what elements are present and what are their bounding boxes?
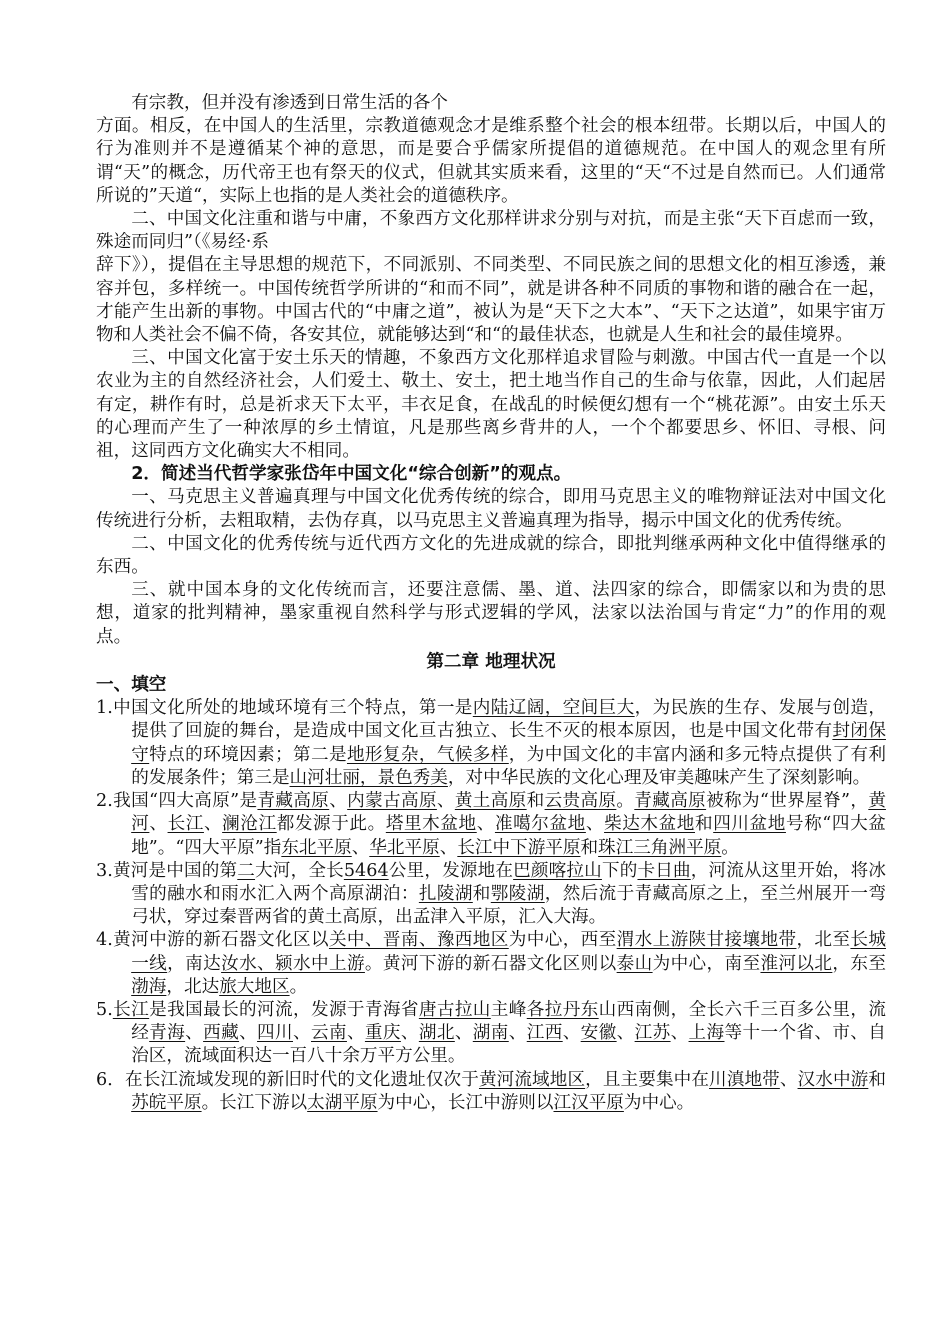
question-text: 、 (670, 1023, 689, 1044)
question-text: 、 (149, 814, 168, 835)
question-text: 等十一个省、市、自治区，流域面积达一百八十余万平方公里。 (131, 1023, 886, 1067)
answer-text: 内陆辽阔，空间巨大 (472, 698, 635, 719)
question-text: 、 (779, 1069, 798, 1090)
question-text: 、 (351, 837, 370, 858)
answer-text: 青藏高原 (634, 791, 707, 812)
answer-text: 江汉平原 (553, 1092, 624, 1113)
question-text: 、 (436, 791, 455, 812)
question-text: ，东至 (832, 953, 886, 974)
question-text: ，北至 (796, 930, 851, 951)
question-text: 、 (203, 814, 223, 835)
question-text: ，对中华民族的文化心理及审美趣味产生了深刻影响。 (447, 767, 871, 788)
answer-text: 黄河流域地区 (478, 1069, 586, 1090)
answer-text: 塔里木盆地 (385, 814, 477, 835)
answer-text: 关中、晋南、豫西地区 (328, 930, 509, 951)
answer-text: 封闭保守 (131, 721, 886, 765)
question-text: 、 (293, 1023, 311, 1044)
question-text: ，为中国文化的丰富内涵和多元特点提供了有利的发展条件；第三是 (131, 744, 886, 788)
question-text: 为中心，长江中游则以 (377, 1092, 554, 1113)
question-text: 、 (616, 1023, 635, 1044)
question-text: 下的 (601, 860, 638, 881)
question-text: ，北达 (166, 976, 220, 997)
answer-text: 西藏 (203, 1023, 240, 1044)
question-text: 和 (472, 883, 491, 904)
answer-text: 5464 (343, 860, 389, 881)
fill-in-item (96, 999, 886, 1069)
answer-text: 渤海 (131, 976, 167, 997)
fill-in-item (96, 860, 886, 930)
question-text: 为中心，西至 (508, 930, 617, 951)
question-text: 、 (185, 1023, 204, 1044)
answer-text: 地形复杂，气候多样 (346, 744, 509, 765)
paragraph-1: 有宗教，但并没有渗透到日常生活的各个 (131, 93, 448, 113)
answer-text: 青藏高原 (257, 791, 330, 812)
fill-in-item (96, 790, 886, 860)
question-text: 和 (695, 814, 714, 835)
answer-text: 华北平原 (369, 837, 440, 858)
answer-text: 珠江三角洲平原 (598, 837, 722, 858)
answer-text: 上海 (688, 1023, 725, 1044)
question-text: ，为民族的生存、发展与创造，提供了回旋的舞台，是造成中国文化亘古独立、长生不灭的根本原因，也是中国文化带有 (131, 698, 886, 742)
question-2-answer-3: 三、就中国本身的文化传统而言，还要注意儒、墨、道、法四家的综合，即儒家以和为贵的思想，道家的批判精神，墨家重视自然科学与形式逻辑的学风，法家以法治国与肯定“力”的作用的观点。 (96, 580, 886, 647)
answer-text: 湖北 (418, 1023, 455, 1044)
fill-in-item (96, 1069, 886, 1115)
question-text: 4.黄河中游的新石器文化区以 (96, 930, 329, 951)
answer-text: 江苏 (634, 1023, 671, 1044)
question-text: 公里，发源地在 (388, 860, 514, 881)
answer-text: 四川盆地 (713, 814, 786, 835)
answer-text: 苏皖平原 (131, 1092, 202, 1113)
fill-in-list (96, 697, 886, 1115)
answer-text: 鄂陵湖 (490, 883, 545, 904)
answer-text: 扎陵湖 (418, 883, 473, 904)
answer-text: 卡日曲 (637, 860, 691, 881)
chapter-title: 第二章 地理状况 (426, 651, 556, 672)
question-text: 、 (346, 1023, 365, 1044)
question-text: 、 (454, 1023, 473, 1044)
question-text: 和 (868, 1069, 886, 1090)
question-text: 6．在长江流域发现的新旧时代的文化遗址仅次于 (96, 1069, 479, 1090)
answer-text: 四川 (257, 1023, 293, 1044)
answer-text: 长城一线 (131, 930, 886, 974)
answer-text: 泰山 (616, 953, 653, 974)
answer-text: 长江 (167, 814, 204, 835)
question-text: ，且主要集中在 (585, 1069, 710, 1090)
question-text: 、 (239, 1023, 258, 1044)
answer-text: 内蒙古高原 (347, 791, 437, 812)
question-text: 、 (329, 791, 348, 812)
answer-text: 云贵高原 (544, 791, 617, 812)
answer-text: 渭水上游陕甘接壤地带 (616, 930, 797, 951)
question-text: 和 (580, 837, 599, 858)
question-2-answer-2: 二、中国文化的优秀传统与近代西方文化的先进成就的综合，即批判继承两种文化中值得继承的东西。 (96, 533, 886, 578)
answer-text: 江西 (526, 1023, 563, 1044)
answer-text: 黄河 (131, 791, 886, 835)
question-text: 、 (439, 837, 458, 858)
question-text: 1.中国文化所处的地域环境有三个特点，第一是 (96, 698, 473, 719)
answer-text: 黄土高原 (454, 791, 527, 812)
question-text: 。长江下游以 (201, 1092, 308, 1113)
answer-text: 柴达木盆地 (604, 814, 695, 835)
answer-text: 云南 (310, 1023, 347, 1044)
question-text: 主峰 (490, 999, 527, 1020)
question-2-title: 2．简述当代哲学家张岱年中国文化“综合创新”的观点。 (131, 464, 572, 485)
question-text: 特点的环境因素；第二是 (149, 744, 347, 765)
answer-text: 汉水中游 (797, 1069, 869, 1090)
answer-text: 川滇地带 (709, 1069, 780, 1090)
answer-text: 各拉丹东 (526, 999, 599, 1020)
question-text: 、 (585, 814, 605, 835)
answer-text: 安徽 (580, 1023, 617, 1044)
question-text: ，南达 (167, 953, 222, 974)
question-text: 。 (616, 791, 635, 812)
answer-text: 长江中下游平原 (457, 837, 581, 858)
answer-text: 湖南 (472, 1023, 509, 1044)
answer-text: 东北平原 (281, 837, 352, 858)
question-text: 山西南侧，全长六千三百多公里，流经 (131, 999, 886, 1044)
question-text: 、 (562, 1023, 581, 1044)
question-text: 。 (289, 976, 308, 997)
question-text: 被称为“世界屋脊”， (706, 791, 869, 812)
answer-text: 长江 (112, 999, 150, 1020)
paragraph-5: 三、中国文化富于安土乐天的情趣，不象西方文化那样追求冒险与刺激。中国古代一直是一个以农业为主的自然经济社会，人们爱土、敬土、安土，把土地当作自己的生命与依靠，因此，人们起居有定，耕作有时，总是祈求天下太平，丰衣足食，在战乱的时候便幻想有一个“桃花源”。由安土乐天的心理而产生了一种浓厚的乡土情谊，凡是那些离乡背井的人，一个个都要思乡、怀旧、寻根、问祖，这同西方文化确实大不相同。 (96, 348, 886, 462)
answer-text: 青海 (149, 1023, 186, 1044)
question-text: 号称“四大盆地”。“四大平原”指 (131, 814, 886, 858)
question-text: 、 (508, 1023, 527, 1044)
fill-in-item (96, 929, 886, 999)
question-text: 都发源于此。 (276, 814, 386, 835)
paragraph-4: 辞下》），提倡在主导思想的规范下，不同派别、不同类型、不同民族之间的思想文化的相互渗透，兼容并包，多样统一。中国传统哲学所讲的“和而不同”，就是讲各种不同质的事物和谐的融合在一起，才能产生出新的事物。中国古代的“中庸之道”，被认为是“天下之大本”、“天下之达道”，如果宇宙万物和人类社会不偏不倚，各安其位，就能够达到“和“的最佳状态，也就是人生和社会的最佳境界。 (96, 255, 886, 346)
answer-text: 重庆 (364, 1023, 401, 1044)
answer-text: 二 (237, 860, 256, 881)
paragraph-2: 方面。相反，在中国人的生活里，宗教道德观念才是维系整个社会的根本纽带。长期以后，中国人的行为准则并不是遵循某个神的意思，而是要合乎儒家所提倡的道德规范。在中国人的观念里有所谓“天”的概念，历代帝王也有祭天的仪式，但就其实质来看，这里的“天“不过是自然而已。人们通常所说的”天道“，实际上也指的是人类社会的道德秩序。 (96, 116, 886, 206)
answer-text: 旅大地区 (219, 976, 290, 997)
answer-text: 准噶尔盆地 (494, 814, 586, 835)
answer-text: 太湖平原 (307, 1092, 378, 1113)
answer-text: 淮河以北 (760, 953, 833, 974)
question-text: 5. (96, 999, 113, 1020)
section-title: 一、填空 (96, 675, 167, 696)
answer-text: 唐古拉山 (418, 999, 491, 1020)
question-text: 为中心，南至 (652, 953, 761, 974)
question-text: 。 (721, 837, 739, 858)
question-text: 、 (400, 1023, 419, 1044)
question-text: 、 (476, 814, 495, 835)
paragraph-3: 二、中国文化注重和谐与中庸，不象西方文化那样讲求分别与对抗，而是主张“天下百虑而一致，殊途而同归”（《易经·系 (96, 209, 886, 253)
question-text: 和 (526, 791, 545, 812)
answer-text: 澜沧江 (222, 814, 277, 835)
answer-text: 巴颜喀拉山 (513, 860, 602, 881)
question-2-answer-1: 一、马克思主义普遍真理与中国文化优秀传统的综合，即用马克思主义的唯物辩证法对中国文化传统进行分析，去粗取精，去伪存真，以马克思主义普遍真理为指导，揭示中国文化的优秀传统。 (96, 487, 886, 531)
question-text: 。黄河下游的新石器文化区则以 (364, 953, 617, 974)
answer-text: 汝水、颍水中上游 (221, 953, 365, 974)
question-text: 是我国最长的河流，发源于青海省 (149, 999, 419, 1020)
question-text: ，河流从这里开始，将冰雪的融水和雨水汇入两个高原湖泊： (131, 860, 886, 904)
question-text: 3.黄河是中国的第 (96, 860, 238, 881)
question-text: ，然后流于青藏高原之上，至兰州展开一弯弓状，穿过秦晋两省的黄土高原，出孟津入平原，汇入大海。 (131, 883, 886, 928)
question-text: 2.我国“四大高原”是 (96, 791, 258, 812)
question-text: 大河，全长 (255, 860, 344, 881)
answer-text: 山河壮丽，景色秀美 (289, 767, 448, 788)
question-text: 为中心。 (623, 1092, 695, 1113)
fill-in-item (96, 697, 886, 790)
